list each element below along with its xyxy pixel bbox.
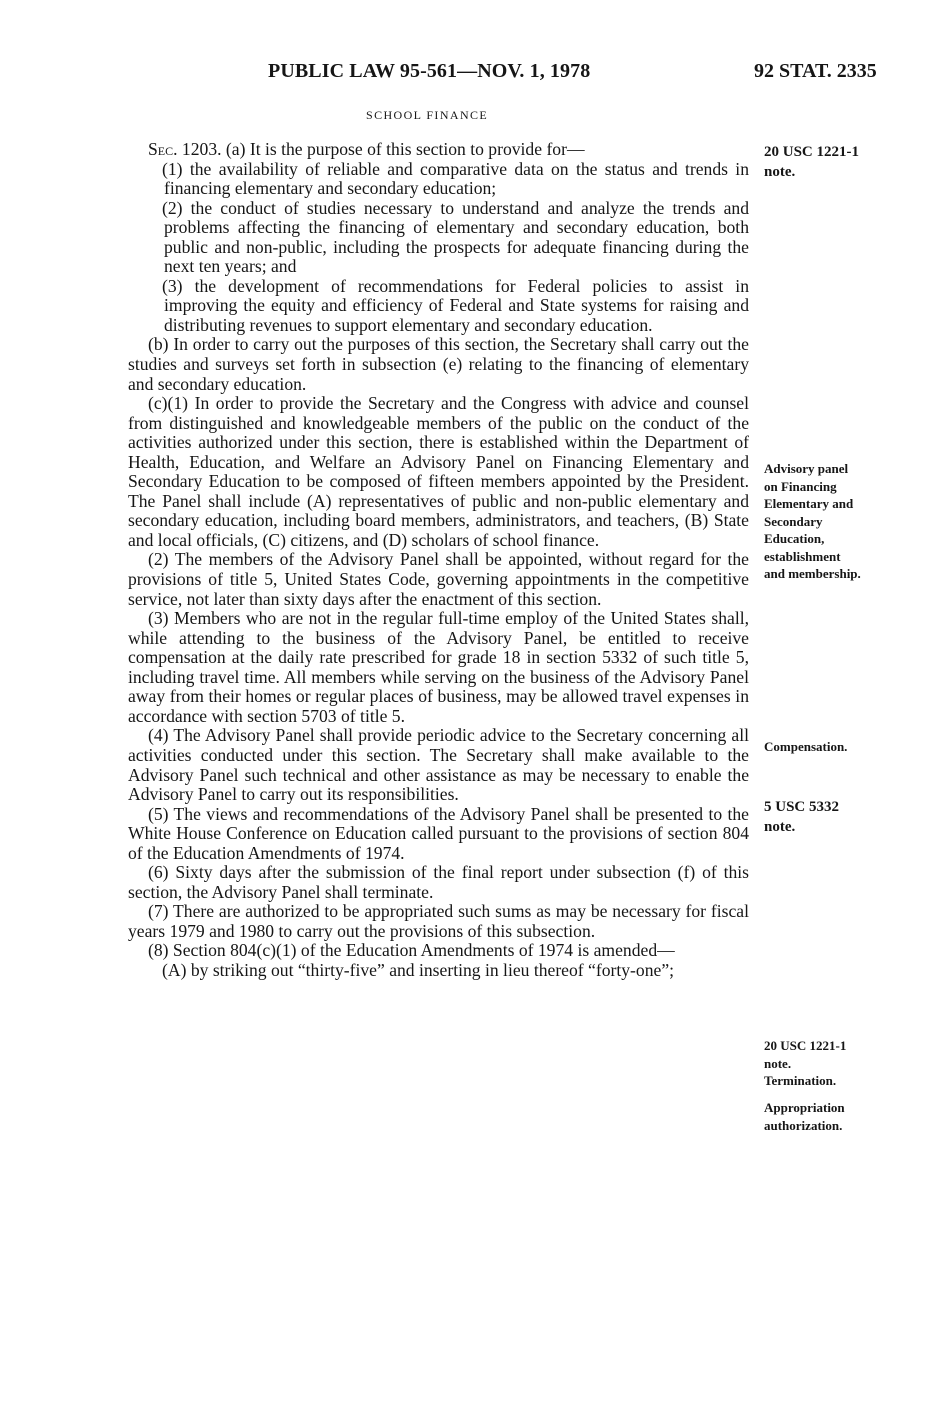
margin-note-advisory-panel: Advisory panel on Financing Elementary and Secondary Education, establishment and membership. bbox=[764, 461, 861, 581]
paragraph-a2: (2) the conduct of studies necessary to understand and analyze the trends and problems affecting the financing of elementary and secondary education, both public and non-public, including the prospects for adequate financing during the next ten years; and bbox=[162, 197, 749, 277]
margin-note-appropriation: Appropriation authorization. bbox=[764, 1100, 845, 1133]
paragraph-b: (b) In order to carry out the purposes of this section, the Secretary shall carry out the studies and surveys set forth in subsection (e) relating to the financing of elementary and secondary education. bbox=[128, 334, 749, 394]
paragraph-c4: (4) The Advisory Panel shall provide periodic advice to the Secretary concerning all activities conducted under this section. The Secretary shall make available to the Advisory Panel such technical and other assistance as may be necessary to enable the Advisory Panel to carry out its responsibilities. bbox=[128, 725, 749, 805]
paragraph-c5: (5) The views and recommendations of the Advisory Panel shall be presented to the White House Conference on Education called pursuant to the provisions of section 804 of the Education Amendments of 1974. bbox=[128, 803, 749, 863]
running-header-law: PUBLIC LAW 95-561—NOV. 1, 1978 bbox=[268, 60, 591, 82]
running-header-stat: 92 STAT. 2335 bbox=[754, 60, 877, 82]
margin-note-usc-5332: 5 USC 5332 note. bbox=[764, 799, 840, 835]
paragraph-c2: (2) The members of the Advisory Panel shall be appointed, without regard for the provisions of title 5, United States Code, governing appointments in the competitive service, not later than sixty days after the enactment of this section. bbox=[128, 549, 749, 609]
paragraph-c8: (8) Section 804(c)(1) of the Education Amendments of 1974 is amended— bbox=[148, 940, 675, 961]
margin-note-usc-1221-1: 20 USC 1221-1 note. bbox=[764, 144, 860, 180]
paragraph-c3: (3) Members who are not in the regular full-time employ of the United States shall, while attending to the business of the Advisory Panel, be entitled to receive compensation at the daily rate prescribed for grade 18 in section 5332 of such title 5, including travel time. All members while serving on the business of the Advisory Panel away from their homes or regular places of business, may be allowed travel expenses in accordance with section 5703 of title 5. bbox=[128, 608, 749, 726]
paragraph-c6: (6) Sixty days after the submission of the final report under subsection (f) of this section, the Advisory Panel shall terminate. bbox=[128, 862, 749, 902]
body-text bbox=[128, 140, 749, 981]
section-title: SCHOOL FINANCE bbox=[366, 108, 489, 122]
paragraph-a1: (1) the availability of reliable and comparative data on the status and trends in financing elementary and secondary education; bbox=[162, 158, 749, 199]
paragraph-sec-1203a: Sec. 1203. (a) It is the purpose of this section to provide for— bbox=[148, 139, 585, 159]
margin-note-termination: 20 USC 1221-1 note. Termination. bbox=[764, 1038, 847, 1088]
paragraph-c7: (7) There are authorized to be appropriated such sums as may be necessary for fiscal years 1979 and 1980 to carry out the provisions of this subsection. bbox=[128, 901, 749, 941]
paragraph-c8-A: (A) by striking out “thirty-five” and inserting in lieu thereof “forty-one”; bbox=[162, 959, 675, 980]
paragraph-a3: (3) the development of recommendations for Federal policies to assist in improving the equity and efficiency of Federal and State systems for raising and distributing revenues to support elementary and secondary education. bbox=[162, 275, 749, 335]
margin-note-compensation: Compensation. bbox=[764, 739, 848, 754]
paragraph-c1: (c)(1) In order to provide the Secretary and the Congress with advice and counsel from distinguished and knowledgeable members of the public on the conduct of the activities authorized under this section, there is established within the Department of Health, Education, and Welfare an Advisory Panel on Financing Elementary and Secondary Education to be composed of fifteen members appointed by the President. The Panel shall include (A) representatives of public and non-public elementary and secondary education, including board members, administrators, and teachers, (B) State and local officials, (C) citizens, and (D) scholars of school finance. bbox=[128, 393, 749, 550]
